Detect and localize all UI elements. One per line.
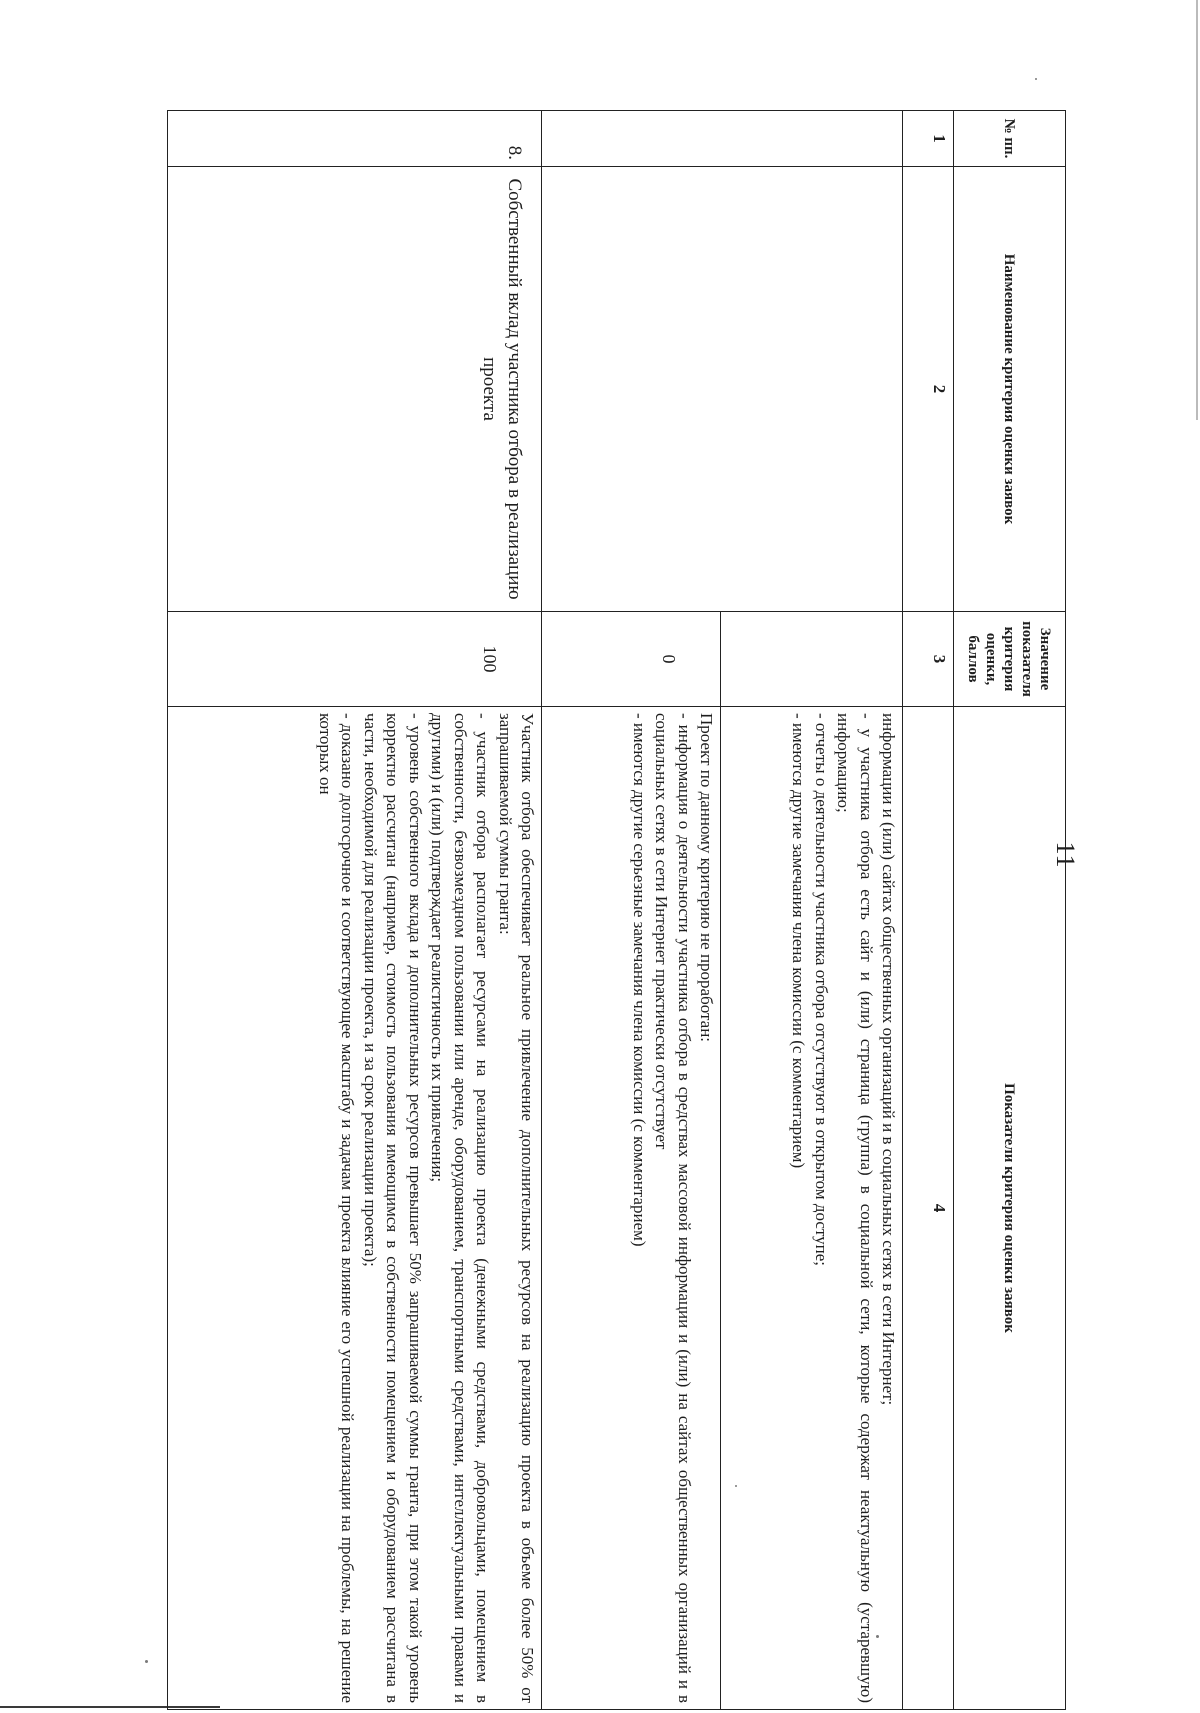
criterion-number: 8. bbox=[168, 111, 542, 167]
empty-name-cell bbox=[542, 167, 903, 612]
indicator-line: - участник отбора располагает ресурсами на реализацию проекта (денежными средствами, добровольцами, помещением в собственности, безвозмездном пользовании или аренде, оборудованием, транспортными средствами, интеллектуальными правами и другими) и (или) подтверждает реалистичность их привлечения; bbox=[428, 713, 493, 1703]
criterion-8-indicators bbox=[168, 707, 542, 1710]
column-number: 4 bbox=[903, 707, 954, 1710]
indicator-line: - отчеты о деятельности участника отбора отсутствуют в открытом доступе; bbox=[811, 713, 831, 1267]
scan-edge-line bbox=[1196, 0, 1198, 420]
continuation-indicators bbox=[721, 707, 903, 1710]
header-no: № пп. bbox=[954, 111, 1066, 167]
empty-number-cell bbox=[542, 111, 903, 167]
column-number: 3 bbox=[903, 612, 954, 707]
empty-value-cell bbox=[721, 612, 903, 707]
zero-score-indicators bbox=[542, 707, 721, 1710]
scan-speck bbox=[1035, 78, 1037, 80]
criterion-name: Собственный вклад участника отбора в реализацию проекта bbox=[168, 167, 542, 612]
indicator-line: - у участника отбора есть сайт и (или) страница (группа) в социальной сети, которые содержат неактуальную (устаревшую) информацию; bbox=[834, 713, 876, 1703]
column-number-row bbox=[903, 111, 954, 1710]
score-value: 0 bbox=[542, 612, 721, 707]
header-indicators: Показатели критерия оценки заявок bbox=[954, 707, 1066, 1710]
indicator-line: - доказано долгосрочное и соответствующее масштабу и задачам проекта влияние его успешной реализации на проблемы, на решение которых он bbox=[316, 713, 358, 1703]
score-value: 100 bbox=[168, 612, 542, 707]
indicator-line: - имеются другие серьезные замечания члена комиссии (с комментарием) bbox=[629, 713, 649, 1247]
indicator-line: Участник отбора обеспечивает реальное привлечение дополнительных ресурсов на реализацию проекта в объеме более 50% от запрашиваемой суммы гранта: bbox=[495, 713, 537, 1703]
rotated-page-content bbox=[106, 110, 1066, 1710]
criteria-table bbox=[167, 110, 1066, 1710]
indicator-line: - имеются другие замечания члена комиссии (с комментарием) bbox=[789, 713, 809, 1169]
indicator-line: - информация о деятельности участника отбора в средствах массовой информации и (или) на сайтах общественных организаций и в социальных сетях в сети Интернет практически отсутствует bbox=[652, 713, 694, 1703]
criterion-8-row bbox=[168, 111, 542, 1710]
header-value: Значение показателя критерия оценки, баллов bbox=[954, 612, 1066, 707]
header-row bbox=[954, 111, 1066, 1710]
column-number: 2 bbox=[903, 167, 954, 612]
indicator-line: - уровень собственного вклада и дополнительных ресурсов превышает 50% запрашиваемой суммы гранта, при этом такой уровень корректно рассчитан (например, стоимость пользования имеющимся в собственности помещением и оборудованием рассчитана в части, необходимой для реализации проекта, и за срок реализации проекта); bbox=[360, 713, 425, 1703]
page-number: 11 bbox=[1051, 841, 1080, 869]
indicator-line: Проект по данному критерию не проработан: bbox=[697, 713, 716, 1043]
column-number: 1 bbox=[903, 111, 954, 167]
continuation-row bbox=[721, 111, 903, 1710]
header-name: Наименование критерия оценки заявок bbox=[954, 167, 1066, 612]
indicator-line: информации и (или) сайтах общественных организаций и в социальных сетях в сети Интернет; bbox=[879, 713, 898, 1406]
